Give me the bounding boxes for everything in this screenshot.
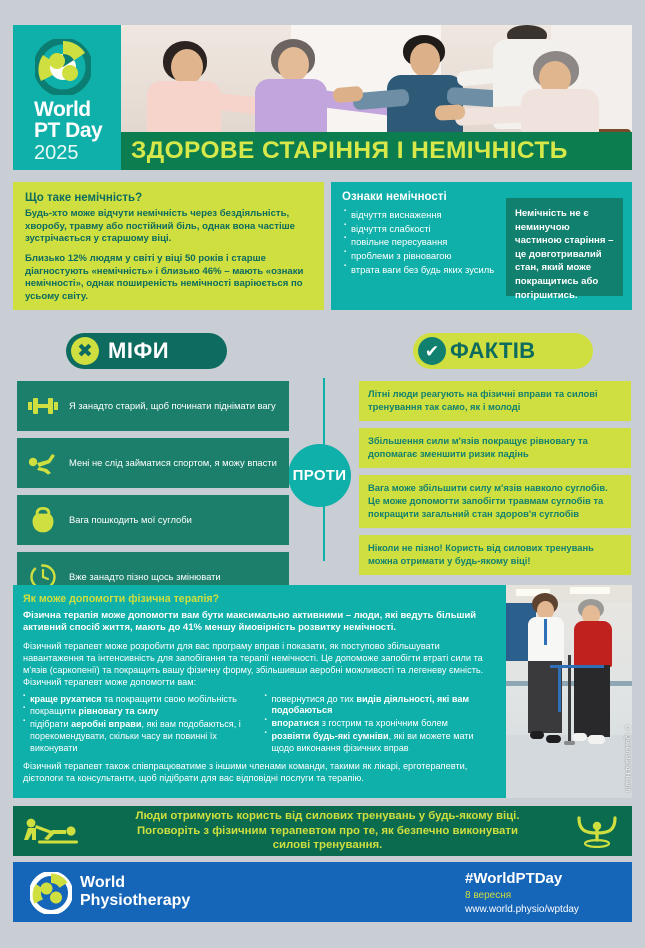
what-is-frailty-card <box>13 182 324 310</box>
list-item-label: підібрати <box>30 719 72 730</box>
logo-line-1: World <box>34 98 91 121</box>
dumbbell-icon <box>17 396 69 416</box>
header-banner <box>13 25 632 170</box>
list-item-bold: аеробні вправи <box>71 719 142 730</box>
pt-closing-paragraph: Фізичний терапевт також співпрацюватиме з іншими членами команди, такими як лікарі, ерготерапевти, дієтологи та консультанти, щоб підібрати для вас відповідні послуги та терапію. <box>23 760 468 783</box>
facts-label: ФАКТІВ <box>450 338 536 363</box>
list-item-bold: видів діяльності, які вам подобаються <box>271 693 470 716</box>
myths-label: МІФИ <box>108 338 170 363</box>
pt-benefits-right <box>265 694 497 756</box>
footer-date: 8 вересня <box>465 889 512 901</box>
versus-badge: ПРОТИ <box>288 444 351 507</box>
signs-list <box>331 208 502 276</box>
list-item: Ніколи не пізно! Користь від силових тренувань можна отримати у будь-якому віці! <box>359 535 631 575</box>
list-item: Літні люди реагують на фізичні вправи та силові тренування так само, як і молоді <box>359 381 631 421</box>
world-physiotherapy-logo-icon <box>35 39 91 95</box>
wptday-logo <box>13 25 121 170</box>
list-item <box>265 718 497 730</box>
list-item: ▪ проблеми з рівновагою <box>344 249 502 263</box>
footer-org-line-2: Physiotherapy <box>80 891 191 909</box>
list-item: ▪ відчуття виснаження <box>344 208 502 222</box>
pt-text-column <box>13 585 506 798</box>
list-item <box>265 694 497 718</box>
what-is-frailty-para-2: Близько 12% людям у світі у віці 50 років і старше діагностують «немічність» і близько 46% – мають «ознаки немічності», однак поширеність немічності варіюється по усьому світу. <box>25 252 304 302</box>
check-icon: ✔ <box>418 337 446 365</box>
signs-heading: Ознаки немічності <box>342 191 447 203</box>
what-is-frailty-para-1: Будь-хто може відчути немічність через бездіяльність, хворобу, травму або постійний біль, однак вона частіше зустрічається у старшому віці. <box>25 208 295 245</box>
list-item <box>23 706 255 718</box>
list-item <box>17 438 289 488</box>
footer-campaign-info <box>465 870 579 917</box>
list-item-bold: краще рухатися <box>30 693 102 704</box>
list-item <box>17 381 289 431</box>
falling-person-icon <box>17 451 69 475</box>
photo-credit: © Queensland Health <box>624 724 631 792</box>
pt-lead-paragraph: Фізична терапія може допомогти вам бути максимально активними – люди, які ведуть більший активний спосіб життя, мають до 41% меншу ймовірність розвитку немічності. <box>23 610 477 634</box>
list-item: Вага може збільшити силу м'язів навколо суглобів. Це може допомогти запобігти травмам суглобів та покращити загальний стан здоров'я суглобів <box>359 475 631 528</box>
list-item: Збільшення сили м'язів покращує рівновагу та допомагає зменшити ризик падінь <box>359 428 631 468</box>
list-item-bold: рівновагу та силу <box>78 706 159 717</box>
list-item: ▪ втрата ваги без будь яких зусиль <box>344 263 502 277</box>
list-item-bold: впоратися <box>271 718 320 729</box>
call-to-action-bar <box>13 806 632 856</box>
myths-list <box>17 381 289 609</box>
pt-photo <box>506 585 632 798</box>
list-item-label: Вже занадто пізно щось змінювати <box>69 570 221 582</box>
what-is-frailty-heading: Що таке немічність? <box>25 192 143 204</box>
page-title <box>121 132 632 170</box>
list-item-label: покращити <box>30 706 79 717</box>
pt-benefits-left <box>23 694 255 756</box>
logo-year: 2025 <box>34 142 79 164</box>
list-item: ▪ відчуття слабкості <box>344 222 502 236</box>
page-title-text: ЗДОРОВЕ СТАРІННЯ І НЕМІЧНІСТЬ <box>131 137 568 164</box>
physical-therapy-section <box>13 585 632 798</box>
footer-url[interactable]: www.world.physio/wptday <box>465 904 579 916</box>
list-item-label: Вага пошкодить мої суглоби <box>69 513 192 525</box>
list-item <box>23 694 255 706</box>
list-item-tail: , які вам подобаються, і порекомендувати, скільки часу ви повинні їх виконувати <box>30 719 241 753</box>
list-item <box>17 495 289 545</box>
list-item <box>265 731 497 755</box>
pt-body-paragraph: Фізичний терапевт може розробити для вас програму вправ і показати, як поступово збільшувати навантаження та інтенсивність для запобігання та терапії немічності. Це допоможе запобігти втраті сили та м'язів (саркопенії) та покращить вашу фізичну форму, збільшивши аеробні можливості та легеневу ємність. Фізичний терапевт може допомогти вам: <box>23 640 484 688</box>
logo-line-2: PT Day <box>34 119 103 142</box>
exercise-person-icon <box>13 816 93 846</box>
list-item-label: Я занадто старий, щоб починати піднімати вагу <box>69 399 276 411</box>
list-item-bold: розвіяти будь-які сумніви <box>271 731 389 742</box>
footer-hashtag: #WorldPTDay <box>465 870 563 887</box>
signs-of-frailty-card <box>331 182 632 310</box>
myths-header-pill <box>66 333 227 369</box>
cta-line-1: Люди отримують користь від силових тренувань у будь-якому віці. <box>135 809 520 822</box>
kettlebell-icon <box>17 506 69 534</box>
cta-line-3: силові тренування. <box>272 839 383 852</box>
logo-wordmark <box>34 99 102 163</box>
cross-icon: ✖ <box>71 337 99 365</box>
footer-org-name <box>80 874 190 910</box>
list-item-label: повернутися до тих <box>271 693 357 704</box>
list-item-tail: з гострим та хронічним болем <box>319 718 448 729</box>
cta-line-2: Поговоріть з фізичним терапевтом про те, як безпечно виконувати <box>137 824 518 837</box>
list-item <box>23 719 255 754</box>
list-item-tail: , які ви можете мати щодо виконання фізичних вправ <box>271 731 474 753</box>
footer-bar <box>13 862 632 922</box>
pt-benefit-columns <box>23 694 496 756</box>
stretching-person-icon <box>562 814 632 848</box>
list-item-label: та покращити свою мобільність <box>101 693 237 704</box>
pt-heading: Як може допомогти фізична терапія? <box>23 593 220 605</box>
list-item-label: Мені не слід займатися спортом, я можу впасти <box>69 456 277 468</box>
frailty-note: Немічність не є неминучою частиною старіння – це довготривалий стан, який може покращитись або погіршитись. <box>506 198 623 296</box>
list-item: ▪ повільне пересування <box>344 235 502 249</box>
world-physiotherapy-footer-logo-icon <box>30 872 72 914</box>
facts-list <box>359 381 631 582</box>
footer-org-line-1: World <box>80 874 126 891</box>
cta-text <box>93 809 562 853</box>
facts-header-pill <box>413 333 593 369</box>
